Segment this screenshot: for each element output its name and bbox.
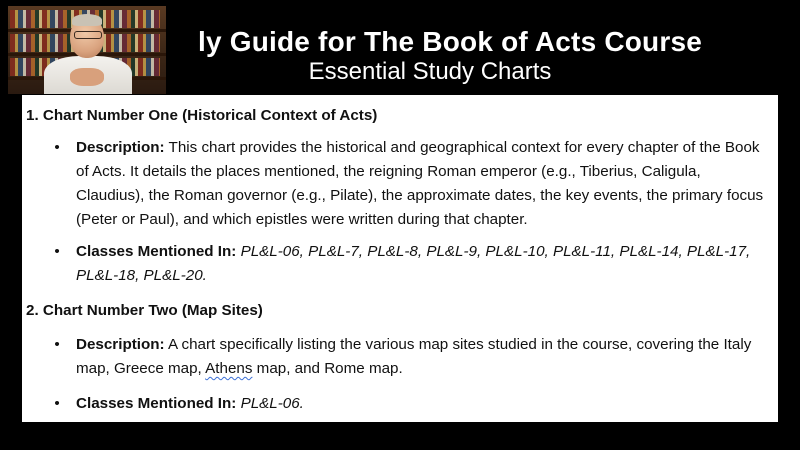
video-subtitle: Essential Study Charts	[308, 58, 552, 85]
spellcheck-flagged-word[interactable]: Athens	[205, 360, 253, 377]
list-item	[54, 392, 766, 416]
presenter-glasses	[74, 31, 102, 39]
class-list: PL&L-06.	[236, 395, 304, 412]
section-heading: 2. Chart Number Two (Map Sites)	[26, 302, 263, 319]
item-text: map, and Rome map.	[252, 360, 403, 377]
item-label: Classes Mentioned In:	[76, 243, 237, 260]
section-heading: 1. Chart Number One (Historical Context of Acts)	[26, 107, 378, 124]
item-label: Description:	[76, 336, 165, 353]
presenter-webcam	[8, 6, 166, 94]
presenter-hair	[72, 14, 102, 26]
bullet-icon: •	[54, 336, 60, 353]
document-page	[22, 95, 778, 422]
bullet-icon: •	[54, 243, 60, 260]
item-label: Classes Mentioned In:	[76, 395, 237, 412]
item-label: Description:	[76, 139, 165, 156]
class-list: PL&L-06, PL&L-7, PL&L-8, PL&L-9, PL&L-10, PL&L-11, PL&L-14, PL&L-17, PL&L-18, PL&L-20.	[76, 243, 751, 284]
bullet-icon: •	[54, 139, 60, 156]
item-text: A chart specifically listing the various map sites studied in the course, covering the Italy map, Greece map,	[76, 336, 752, 377]
item-text: This chart provides the historical and geographical context for every chapter of the Book of Acts. It details the places mentioned, the reigning Roman emperor (e.g., Tiberius, Caligula, Claudius), the Roman governor (e.g., Pilate), the approximate dates, the key events, the primary focus (Peter or Paul), and which epistles were written during that chapter.	[76, 139, 764, 228]
video-title: ly Guide for The Book of Acts Course	[198, 26, 702, 57]
bullet-icon: •	[54, 395, 60, 412]
list-item	[54, 240, 766, 288]
list-item	[54, 136, 766, 232]
presenter-hands	[70, 68, 104, 86]
list-item	[54, 333, 766, 381]
